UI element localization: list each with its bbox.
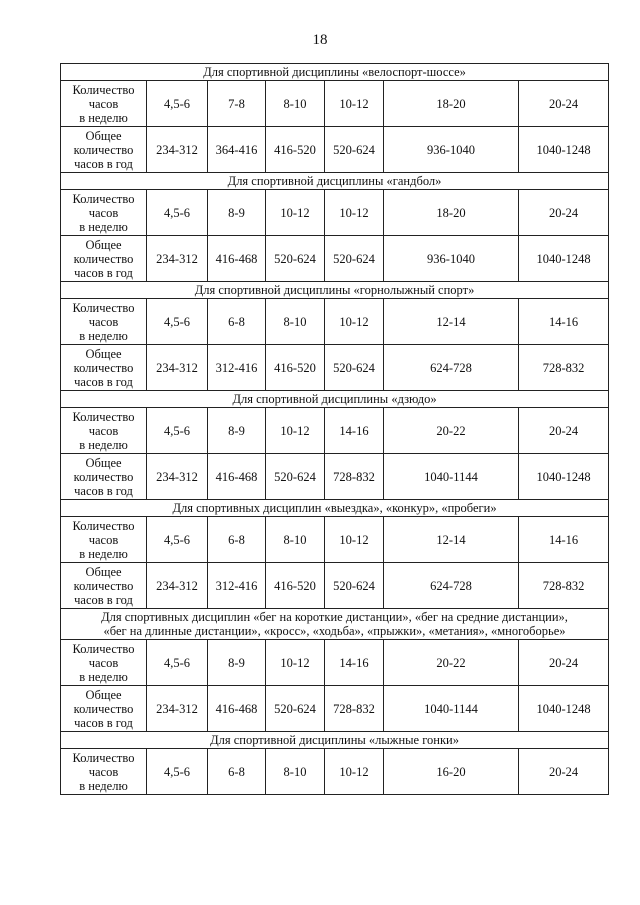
row-label-cell: [61, 127, 147, 173]
row-label-line: количество: [73, 701, 134, 716]
value-cell: 416-520: [266, 127, 325, 173]
row-label-line: в неделю: [79, 669, 128, 684]
value-cell: 20-22: [384, 640, 519, 686]
value-cell: 10-12: [266, 408, 325, 454]
value-cell: 10-12: [325, 749, 384, 795]
value-cell: 234-312: [147, 236, 208, 282]
value-cell: 234-312: [147, 686, 208, 732]
value-cell: 10-12: [325, 299, 384, 345]
value-cell: 10-12: [266, 190, 325, 236]
value-cell: 14-16: [325, 408, 384, 454]
value-cell: 10-12: [325, 81, 384, 127]
value-cell: 4,5-6: [147, 408, 208, 454]
row-label-line: часов: [88, 532, 119, 547]
section-title: Для спортивной дисциплины «лыжные гонки»: [61, 732, 609, 749]
value-cell: 1040-1248: [519, 454, 609, 500]
hours-per-week-row: [61, 640, 609, 686]
value-cell: 4,5-6: [147, 81, 208, 127]
row-label-line: Общее: [85, 237, 122, 252]
value-cell: 20-24: [519, 190, 609, 236]
row-label-line: в неделю: [79, 328, 128, 343]
value-cell: 7-8: [208, 81, 266, 127]
value-cell: 12-14: [384, 517, 519, 563]
value-cell: 14-16: [519, 517, 609, 563]
row-label-line: количество: [73, 142, 134, 157]
row-label-line: Общее: [85, 564, 122, 579]
row-label-line: в неделю: [79, 110, 128, 125]
value-cell: 416-468: [208, 236, 266, 282]
section-header-row: [61, 391, 609, 408]
value-cell: 12-14: [384, 299, 519, 345]
section-header-row: [61, 500, 609, 517]
row-label-line: часов: [88, 205, 119, 220]
hours-per-year-row: [61, 236, 609, 282]
row-label-line: часов: [88, 96, 119, 111]
value-cell: 728-832: [519, 563, 609, 609]
value-cell: 20-24: [519, 408, 609, 454]
value-cell: 8-9: [208, 640, 266, 686]
hours-per-year-row: [61, 686, 609, 732]
row-label-cell: [61, 236, 147, 282]
value-cell: 1040-1144: [384, 454, 519, 500]
section-header-row: [61, 173, 609, 190]
row-label-line: количество: [73, 251, 134, 266]
value-cell: 364-416: [208, 127, 266, 173]
row-label-cell: [61, 749, 147, 795]
value-cell: 1040-1248: [519, 127, 609, 173]
value-cell: 234-312: [147, 127, 208, 173]
row-label-cell: [61, 345, 147, 391]
section-title: Для спортивной дисциплины «гандбол»: [61, 173, 609, 190]
row-label-line: часов: [88, 655, 119, 670]
hours-per-week-row: [61, 517, 609, 563]
value-cell: 520-624: [325, 127, 384, 173]
value-cell: 520-624: [325, 236, 384, 282]
value-cell: 416-468: [208, 686, 266, 732]
value-cell: 234-312: [147, 563, 208, 609]
value-cell: 416-520: [266, 563, 325, 609]
row-label-cell: [61, 686, 147, 732]
section-title: Для спортивной дисциплины «велоспорт-шоссе»: [61, 64, 609, 81]
hours-per-year-row: [61, 454, 609, 500]
value-cell: 234-312: [147, 345, 208, 391]
row-label-cell: [61, 454, 147, 500]
hours-per-week-row: [61, 749, 609, 795]
section-title-line: Для спортивных дисциплин «бег на короткие дистанции», «бег на средние дистанции»,: [101, 610, 568, 624]
value-cell: 18-20: [384, 190, 519, 236]
row-label-cell: [61, 563, 147, 609]
value-cell: 10-12: [325, 190, 384, 236]
value-cell: 16-20: [384, 749, 519, 795]
value-cell: 8-9: [208, 408, 266, 454]
value-cell: 520-624: [325, 563, 384, 609]
value-cell: 14-16: [325, 640, 384, 686]
value-cell: 416-520: [266, 345, 325, 391]
row-label-cell: [61, 299, 147, 345]
hours-per-week-row: [61, 408, 609, 454]
section-title: Для спортивной дисциплины «горнолыжный спорт»: [61, 282, 609, 299]
row-label-line: Общее: [85, 346, 122, 361]
row-label-line: часов: [88, 764, 119, 779]
value-cell: 1040-1144: [384, 686, 519, 732]
value-cell: 312-416: [208, 563, 266, 609]
value-cell: 10-12: [266, 640, 325, 686]
row-label-line: часов в год: [74, 715, 133, 730]
row-label-line: в неделю: [79, 219, 128, 234]
value-cell: 6-8: [208, 517, 266, 563]
row-label-line: в неделю: [79, 778, 128, 793]
row-label-line: часов в год: [74, 265, 133, 280]
value-cell: 4,5-6: [147, 640, 208, 686]
page-number: 18: [312, 32, 328, 48]
value-cell: 4,5-6: [147, 299, 208, 345]
value-cell: 1040-1248: [519, 686, 609, 732]
value-cell: 6-8: [208, 749, 266, 795]
hours-per-week-row: [61, 190, 609, 236]
value-cell: 520-624: [325, 345, 384, 391]
value-cell: 728-832: [519, 345, 609, 391]
row-label-line: Количество: [72, 518, 135, 533]
value-cell: 416-468: [208, 454, 266, 500]
row-label-line: Общее: [85, 128, 122, 143]
value-cell: 8-10: [266, 81, 325, 127]
value-cell: 520-624: [266, 454, 325, 500]
section-header-row: [61, 64, 609, 81]
value-cell: 936-1040: [384, 236, 519, 282]
value-cell: 10-12: [325, 517, 384, 563]
section-header-row: [61, 282, 609, 299]
value-cell: 8-10: [266, 299, 325, 345]
value-cell: 8-10: [266, 749, 325, 795]
row-label-line: Количество: [72, 191, 135, 206]
row-label-line: количество: [73, 360, 134, 375]
section-title: Для спортивных дисциплин «выездка», «конкур», «пробеги»: [61, 500, 609, 517]
value-cell: 624-728: [384, 345, 519, 391]
hours-per-week-row: [61, 81, 609, 127]
value-cell: 20-24: [519, 749, 609, 795]
row-label-line: часов в год: [74, 156, 133, 171]
value-cell: 6-8: [208, 299, 266, 345]
value-cell: 936-1040: [384, 127, 519, 173]
section-header-row: [61, 732, 609, 749]
row-label-line: Количество: [72, 750, 135, 765]
value-cell: 234-312: [147, 454, 208, 500]
section-title-line: «бег на длинные дистанции», «кросс», «ходьба», «прыжки», «метания», «многоборье»: [103, 624, 566, 638]
row-label-line: количество: [73, 578, 134, 593]
row-label-line: Количество: [72, 300, 135, 315]
row-label-line: в неделю: [79, 437, 128, 452]
row-label-line: Количество: [72, 641, 135, 656]
training-hours-table: [60, 63, 609, 795]
row-label-cell: [61, 640, 147, 686]
value-cell: 4,5-6: [147, 190, 208, 236]
row-label-cell: [61, 408, 147, 454]
value-cell: 4,5-6: [147, 749, 208, 795]
row-label-line: часов в год: [74, 483, 133, 498]
hours-per-week-row: [61, 299, 609, 345]
value-cell: 20-24: [519, 81, 609, 127]
hours-per-year-row: [61, 127, 609, 173]
value-cell: 14-16: [519, 299, 609, 345]
row-label-line: Количество: [72, 409, 135, 424]
value-cell: 20-22: [384, 408, 519, 454]
value-cell: 1040-1248: [519, 236, 609, 282]
row-label-line: Количество: [72, 82, 135, 97]
section-header-row: [61, 609, 609, 640]
row-label-line: в неделю: [79, 546, 128, 561]
row-label-line: часов в год: [74, 592, 133, 607]
row-label-line: Общее: [85, 455, 122, 470]
value-cell: 4,5-6: [147, 517, 208, 563]
row-label-line: количество: [73, 469, 134, 484]
section-title: [61, 609, 609, 640]
row-label-cell: [61, 190, 147, 236]
row-label-line: часов в год: [74, 374, 133, 389]
value-cell: 520-624: [266, 236, 325, 282]
value-cell: 18-20: [384, 81, 519, 127]
row-label-line: часов: [88, 423, 119, 438]
hours-per-year-row: [61, 563, 609, 609]
value-cell: 624-728: [384, 563, 519, 609]
value-cell: 520-624: [266, 686, 325, 732]
row-label-line: часов: [88, 314, 119, 329]
value-cell: 728-832: [325, 686, 384, 732]
row-label-cell: [61, 81, 147, 127]
value-cell: 728-832: [325, 454, 384, 500]
value-cell: 8-9: [208, 190, 266, 236]
value-cell: 20-24: [519, 640, 609, 686]
hours-per-year-row: [61, 345, 609, 391]
value-cell: 312-416: [208, 345, 266, 391]
row-label-line: Общее: [85, 687, 122, 702]
value-cell: 8-10: [266, 517, 325, 563]
section-title: Для спортивной дисциплины «дзюдо»: [61, 391, 609, 408]
row-label-cell: [61, 517, 147, 563]
